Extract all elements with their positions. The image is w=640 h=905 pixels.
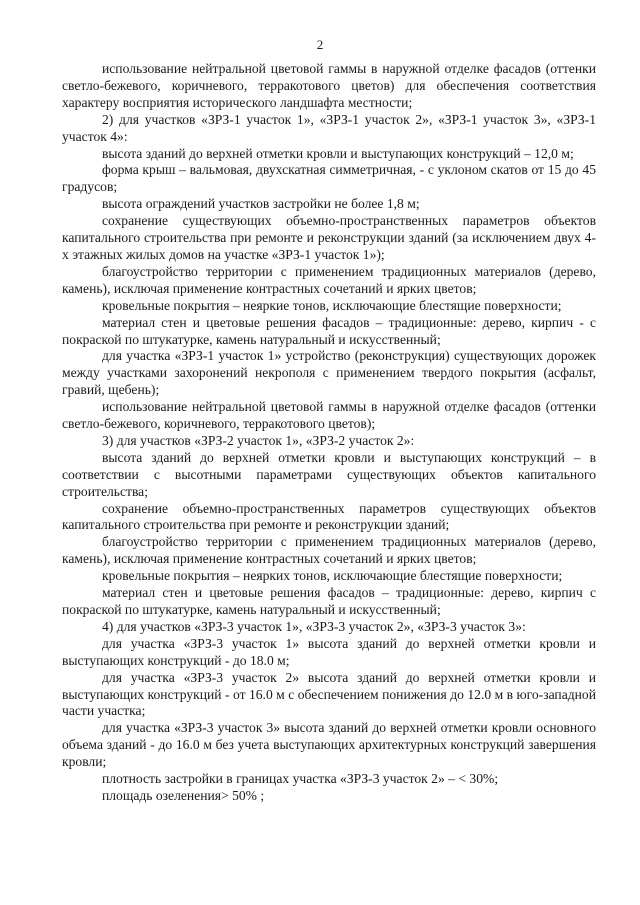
paragraph: плотность застройки в границах участка «ЗРЗ-3 участок 2» – < 30%; [102,771,499,787]
paragraph: 3) для участков «ЗРЗ-2 участок 1», «ЗРЗ-2 участок 2»: [102,432,415,448]
page-number: 2 [316,37,324,52]
paragraph: использование нейтральной цветовой гаммы в наружной отделке фасадов (оттенки светло-бежевого, коричневого, терракотового цветов) для обеспечения соответствия характеру восприятия исторического ландшафта местности; [62,61,596,110]
paragraph: 2) для участков «ЗРЗ-1 участок 1», «ЗРЗ-1 участок 2», «ЗРЗ-1 участок 3», «ЗРЗ-1 участок 4»: [62,111,596,144]
paragraph: благоустройство территории с применением традиционных материалов (дерево, камень), исключая применение контрастных сочетаний и ярких цветов; [62,534,596,567]
paragraph: использование нейтральной цветовой гаммы в наружной отделке фасадов (оттенки светло-бежевого, коричневого, терракотового цветов); [62,399,596,432]
paragraph: форма крыш – вальмовая, двухскатная симметричная, - с уклоном скатов от 15 до 45 градусов; [62,162,596,195]
paragraph: кровельные покрытия – неярких тонов, исключающие блестящие поверхности; [102,568,563,584]
paragraph: сохранение объемно-пространственных параметров существующих объектов капитального строительства при ремонте и реконструкции зданий; [62,500,596,533]
paragraph: высота зданий до верхней отметки кровли и выступающих конструкций – в соответствии с высотными параметрами существующих объектов капитального строительства; [62,449,596,499]
paragraph: сохранение существующих объемно-пространственных параметров объектов капитального строительства при ремонте и реконструкции зданий (за исключением двух 4-х этажных жилых домов на участке «ЗРЗ-1 участок 1»); [62,213,596,262]
paragraph: площадь озеленения> 50% ; [102,787,265,803]
paragraph: 4) для участков «ЗРЗ-3 участок 1», «ЗРЗ-3 участок 2», «ЗРЗ-3 участок 3»: [102,618,526,634]
paragraph: высота ограждений участков застройки не более 1,8 м; [102,196,420,212]
paragraph: для участка «ЗРЗ-3 участок 1» высота зданий до верхней отметки кровли и выступающих конструкций - до 18.0 м; [62,635,596,668]
document-body [62,61,596,805]
paragraph: благоустройство территории с применением традиционных материалов (дерево, камень), исключая применение контрастных сочетаний и ярких цветов; [62,263,596,296]
paragraph: для участка «ЗРЗ-3 участок 3» высота зданий до верхней отметки кровли основного объема зданий - до 16.0 м без учета выступающих архитектурных конструкций завершения кровли; [62,720,596,770]
paragraph: для участка «ЗРЗ-1 участок 1» устройство (реконструкция) существующих дорожек между участками захоронений некрополя с применением твердого покрытия (асфальт, гравий, щебень); [62,348,596,398]
paragraph: материал стен и цветовые решения фасадов – традиционные: дерево, кирпич с покраской по штукатурке, камень натуральный и искусственный; [62,585,596,617]
paragraph: материал стен и цветовые решения фасадов – традиционные: дерево, кирпич - с покраской по штукатурке, камень натуральный и искусственный; [62,314,596,347]
paragraph: высота зданий до верхней отметки кровли и выступающих конструкций – 12,0 м; [102,145,574,161]
paragraph: для участка «ЗРЗ-3 участок 2» высота зданий до верхней отметки кровли и выступающих конструкций - от 16.0 м с обеспечением понижения до 12.0 м в юго-западной части участка; [62,669,596,719]
paragraph: кровельные покрытия – неяркие тонов, исключающие блестящие поверхности; [102,297,562,313]
